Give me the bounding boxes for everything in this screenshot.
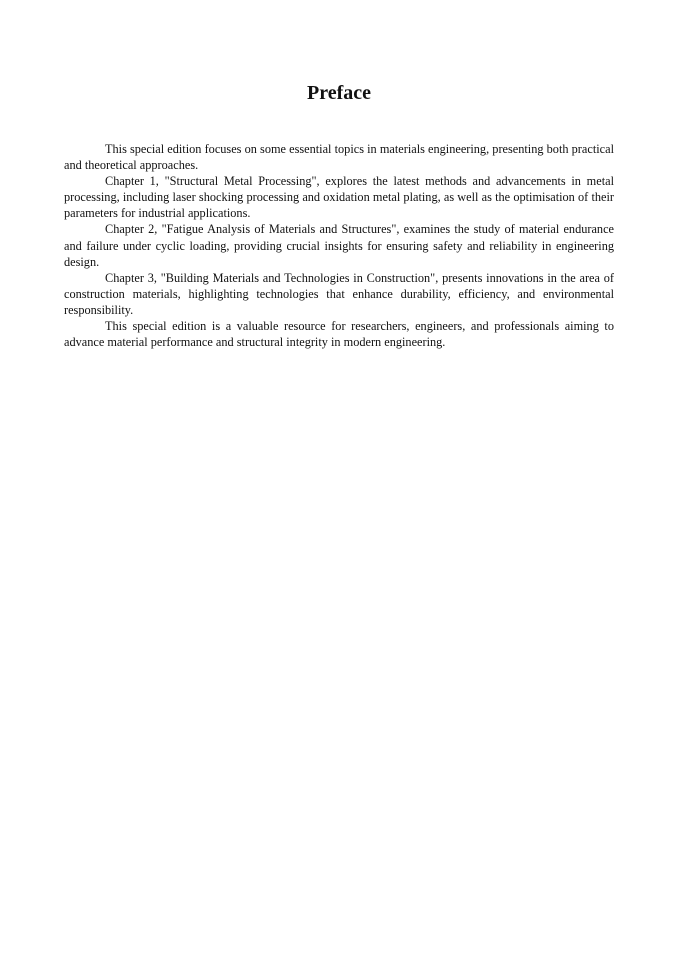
paragraph-chapter-3: Chapter 3, "Building Materials and Technologies in Construction", presents innovations in the area of construction materials, highlighting technologies that enhance durability, efficiency, and environmental responsibility.	[64, 270, 614, 317]
paragraph-chapter-1: Chapter 1, "Structural Metal Processing", explores the latest methods and advancements in metal processing, including laser shocking processing and oxidation metal plating, as well as the optimisation of their parameters for industrial applications.	[64, 174, 614, 221]
page-title: Preface	[306, 82, 372, 104]
preface-body	[64, 141, 614, 350]
paragraph-closing: This special edition is a valuable resource for researchers, engineers, and professionals aiming to advance material performance and structural integrity in modern engineering.	[64, 319, 614, 350]
paragraph-chapter-2: Chapter 2, "Fatigue Analysis of Materials and Structures", examines the study of material endurance and failure under cyclic loading, providing crucial insights for ensuring safety and reliability in engineering design.	[64, 222, 614, 269]
paragraph-intro: This special edition focuses on some essential topics in materials engineering, presenting both practical and theoretical approaches.	[64, 142, 614, 173]
